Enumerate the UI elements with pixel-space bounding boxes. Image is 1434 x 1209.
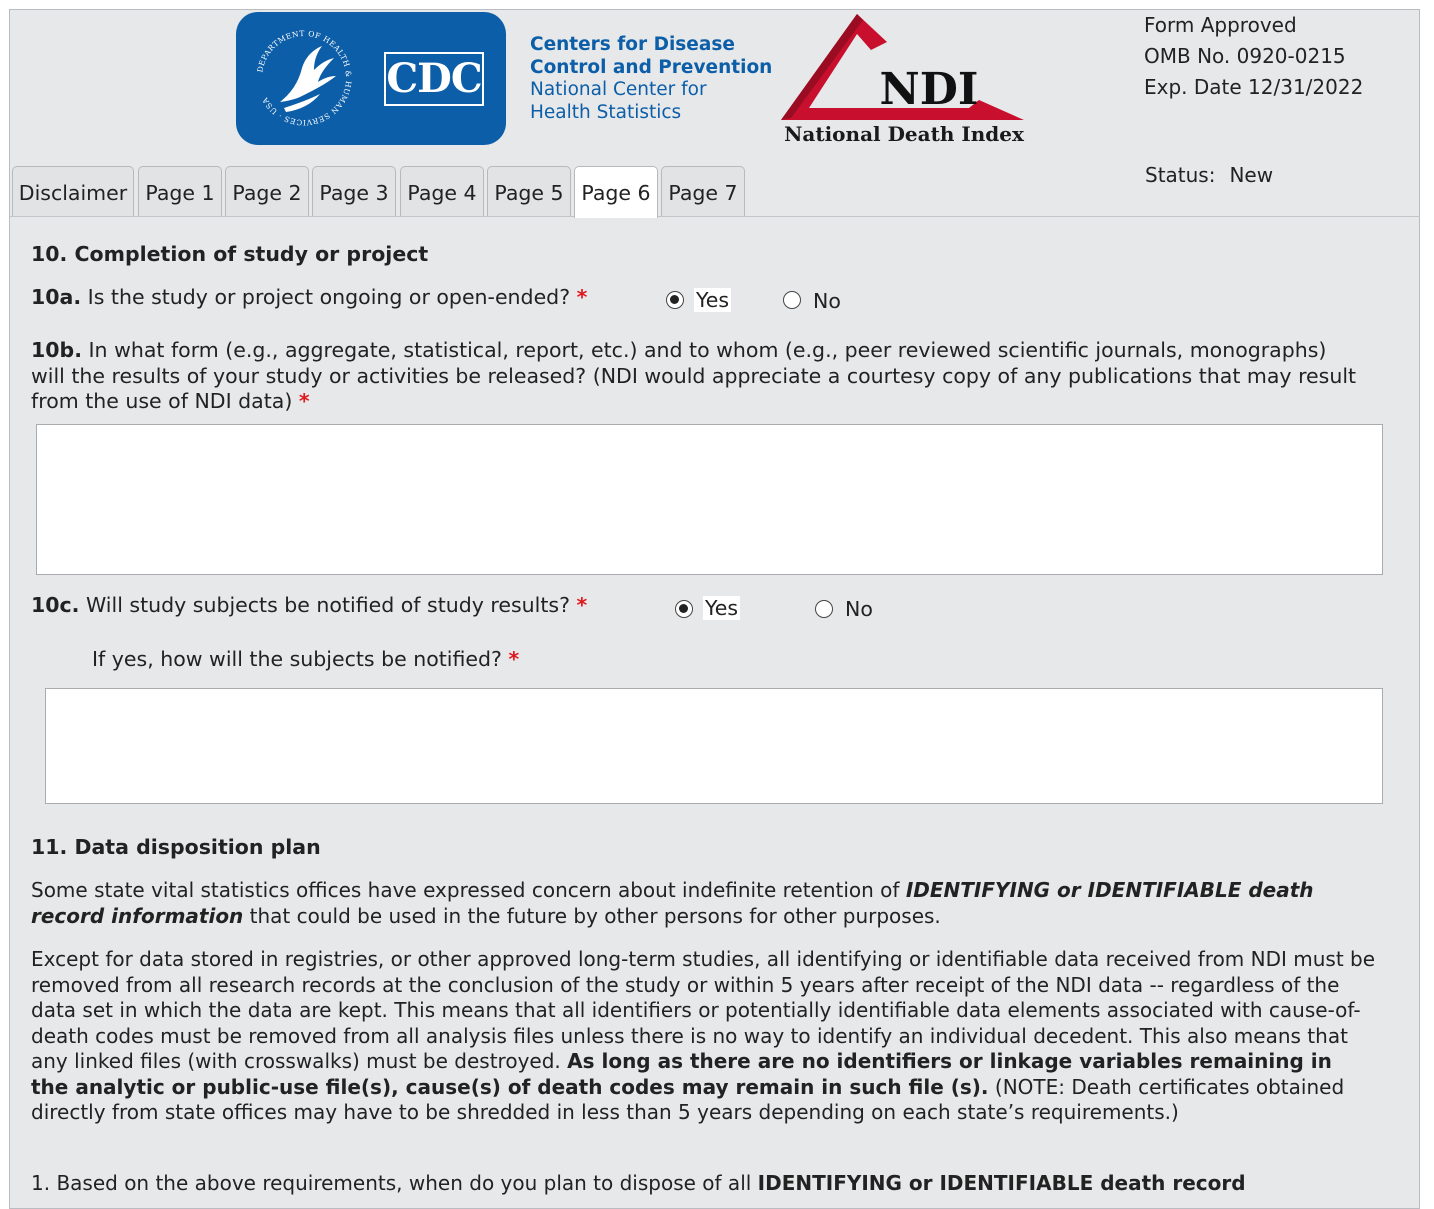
question-10a-text: Is the study or project ongoing or open-ended? <box>81 285 571 309</box>
tab-page-2[interactable]: Page 2 <box>225 166 309 216</box>
q10a-no-radio[interactable] <box>783 291 801 309</box>
required-marker: * <box>508 647 520 671</box>
form-approved-text: Form Approved <box>1144 13 1297 37</box>
q10c-no-radio[interactable] <box>815 600 833 618</box>
q10c-yes-radio[interactable] <box>675 600 693 618</box>
omb-info <box>1144 10 1363 103</box>
question-10a <box>31 285 587 309</box>
question-10c-followup <box>92 647 519 671</box>
ndi-caption: National Death Index <box>784 122 1024 146</box>
intro-text-b: that could be used in the future by other persons for other purposes. <box>243 903 941 928</box>
requirements-note: (NOTE: Death certificates obtained directly from state offices may have to be shredded in less than 5 years depending on each state’s requirements.) <box>31 1074 1345 1124</box>
q10c-no-label[interactable]: No <box>845 597 873 621</box>
question-1-text: 1. Based on the above requirements, when do you plan to dispose of all <box>31 1171 758 1195</box>
intro-text-a: Some state vital statistics offices have expressed concern about indefinite retention of <box>31 878 906 902</box>
q10b-results-textarea[interactable] <box>36 424 1383 575</box>
question-1-bold: IDENTIFYING or IDENTIFIABLE death record <box>757 1171 1246 1195</box>
status-indicator <box>1145 163 1273 187</box>
q10c-notification-textarea[interactable] <box>45 688 1383 804</box>
section-10-title: 10. Completion of study or project <box>31 242 429 266</box>
ndi-wordmark: NDI <box>879 64 979 115</box>
status-label: Status: <box>1145 163 1216 187</box>
cdc-logo <box>236 12 506 145</box>
section-11-title: 11. Data disposition plan <box>31 835 321 859</box>
question-10b-number: 10b. <box>31 338 82 362</box>
question-10c-number: 10c. <box>31 593 80 617</box>
cdc-org-name <box>530 34 772 124</box>
q10a-yes-label[interactable]: Yes <box>696 288 730 312</box>
cdc-line-4: Health Statistics <box>530 101 682 123</box>
cdc-line-3: National Center for <box>530 79 707 100</box>
status-value: New <box>1229 163 1274 187</box>
cdc-line-2: Control and Prevention <box>530 56 773 78</box>
question-10c-followup-text: If yes, how will the subjects be notified? <box>92 647 502 671</box>
tab-page-3[interactable]: Page 3 <box>312 166 396 216</box>
q10c-yes-label[interactable]: Yes <box>705 596 739 620</box>
cdc-line-1: Centers for Disease <box>530 34 735 55</box>
cdc-wordmark: CDC <box>384 52 484 106</box>
tab-page-6[interactable]: Page 6 <box>574 166 658 218</box>
tab-page-5[interactable]: Page 5 <box>487 166 571 216</box>
hhs-seal-icon <box>250 24 358 132</box>
q10a-yes-radio[interactable] <box>666 291 684 309</box>
question-10b <box>31 338 1361 415</box>
question-10b-text: In what form (e.g., aggregate, statistical, report, etc.) and to whom (e.g., peer reviewed scientific journals, monographs) will the results of your study or activities be released? (NDI would appreciate a courtesy copy of any publications that may result from the use of NDI data) <box>31 338 1357 413</box>
tab-page-1[interactable]: Page 1 <box>138 166 222 216</box>
tab-page-4[interactable]: Page 4 <box>400 166 484 216</box>
seal-text: DEPARTMENT OF HEALTH & HUMAN SERVICES · USA <box>255 28 354 128</box>
section-11-question-1 <box>31 1171 1376 1197</box>
question-10c <box>31 593 587 617</box>
question-10a-number: 10a. <box>31 285 82 309</box>
intro-emphasis: IDENTIFYING or IDENTIFIABLE death record information <box>31 878 1314 928</box>
section-11-intro <box>31 878 1371 929</box>
section-11-requirements <box>31 947 1376 1126</box>
q10a-no-label[interactable]: No <box>813 289 841 313</box>
requirements-text-a: Except for data stored in registries, or other approved long-term studies, all identifying or identifiable data received from NDI must be removed from all research records at the conclusion of the study or within 5 years after receipt of the NDI data -- regardless of the data set in which the data are kept. This means that all identifiers or potentially identifiable data elements associated with cause-of-death codes must be removed from all analysis files unless there is no way to identify an individual decedent. This also means that any linked files (with crosswalks) must be destroyed. <box>31 947 1376 1073</box>
tab-disclaimer[interactable]: Disclaimer <box>12 166 134 216</box>
required-marker: * <box>298 389 310 413</box>
omb-number: OMB No. 0920-0215 <box>1144 44 1346 68</box>
tab-page-7[interactable]: Page 7 <box>661 166 745 216</box>
expiration-date: Exp. Date 12/31/2022 <box>1144 75 1364 99</box>
requirements-bold: As long as there are no identifiers or linkage variables remaining in the analytic or public-use file(s), cause(s) of death codes may remain in such file (s). <box>31 1049 1332 1099</box>
question-10c-text: Will study subjects be notified of study results? <box>79 593 570 617</box>
required-marker: * <box>576 285 588 309</box>
required-marker: * <box>576 593 588 617</box>
